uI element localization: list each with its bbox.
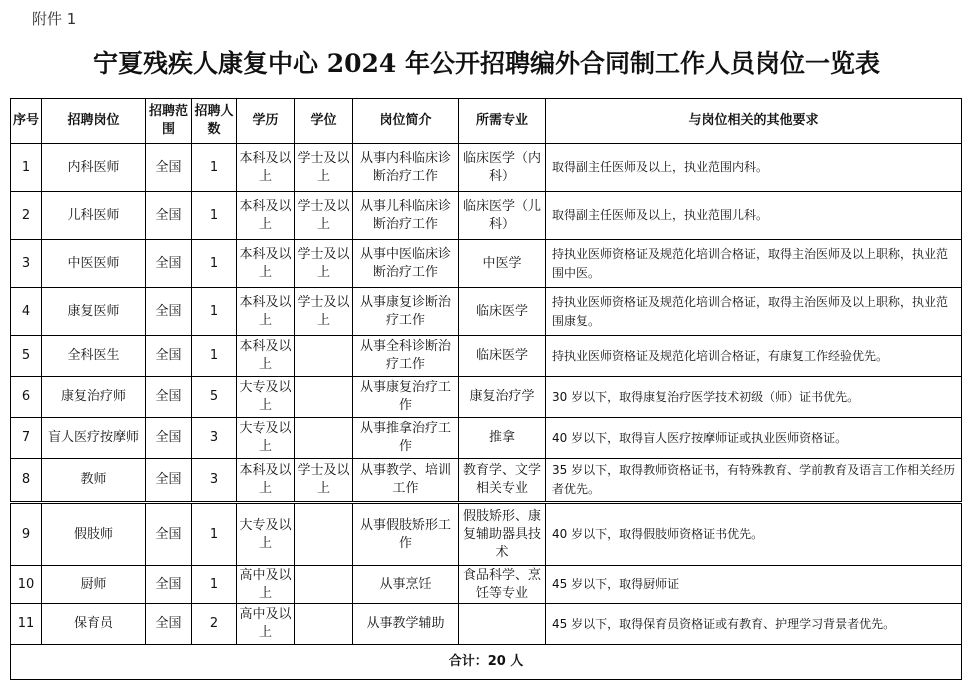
table-row (11, 459, 962, 503)
cell-degree (295, 377, 353, 418)
cell-requirements: 取得副主任医师及以上，执业范围儿科。 (546, 192, 962, 240)
col-header-no: 序号 (11, 99, 42, 144)
cell-education: 本科及以上 (237, 144, 295, 192)
cell-intro: 从事中医临床诊断治疗工作 (353, 240, 459, 288)
cell-post: 中医医师 (42, 240, 146, 288)
table-row (11, 336, 962, 377)
cell-post: 厨师 (42, 566, 146, 604)
attachment-label: 附件 1 (32, 10, 77, 28)
cell-count: 1 (192, 144, 237, 192)
cell-education: 本科及以上 (237, 459, 295, 503)
cell-post: 假肢师 (42, 503, 146, 566)
cell-intro: 从事全科诊断治疗工作 (353, 336, 459, 377)
cell-intro: 从事烹饪 (353, 566, 459, 604)
cell-scope: 全国 (146, 503, 192, 566)
cell-education: 本科及以上 (237, 288, 295, 336)
table-row (11, 418, 962, 459)
cell-degree (295, 503, 353, 566)
cell-degree: 学士及以上 (295, 192, 353, 240)
cell-post: 康复医师 (42, 288, 146, 336)
col-header-intro: 岗位简介 (353, 99, 459, 144)
cell-post: 内科医师 (42, 144, 146, 192)
col-header-requirements: 与岗位相关的其他要求 (546, 99, 962, 144)
cell-no: 7 (11, 418, 42, 459)
cell-education: 高中及以上 (237, 604, 295, 645)
cell-education: 大专及以上 (237, 377, 295, 418)
table-row (11, 192, 962, 240)
col-header-count: 招聘人数 (192, 99, 237, 144)
cell-requirements: 40 岁以下，取得假肢师资格证书优先。 (546, 503, 962, 566)
col-header-post: 招聘岗位 (42, 99, 146, 144)
table-row (11, 377, 962, 418)
cell-scope: 全国 (146, 604, 192, 645)
table-row (11, 288, 962, 336)
cell-requirements: 45 岁以下，取得厨师证 (546, 566, 962, 604)
table-row (11, 144, 962, 192)
cell-major: 临床医学（儿科） (459, 192, 546, 240)
cell-education: 大专及以上 (237, 418, 295, 459)
cell-scope: 全国 (146, 418, 192, 459)
cell-requirements: 持执业医师资格证及规范化培训合格证，取得主治医师及以上职称，执业范围中医。 (546, 240, 962, 288)
cell-requirements: 持执业医师资格证及规范化培训合格证，取得主治医师及以上职称，执业范围康复。 (546, 288, 962, 336)
cell-no: 4 (11, 288, 42, 336)
cell-count: 1 (192, 336, 237, 377)
cell-no: 6 (11, 377, 42, 418)
cell-post: 教师 (42, 459, 146, 503)
table-row (11, 503, 962, 566)
cell-major: 假肢矫形、康复辅助器具技术 (459, 503, 546, 566)
table-row (11, 566, 962, 604)
cell-degree: 学士及以上 (295, 144, 353, 192)
cell-degree (295, 604, 353, 645)
cell-requirements: 45 岁以下，取得保育员资格证或有教育、护理学习背景者优先。 (546, 604, 962, 645)
cell-no: 11 (11, 604, 42, 645)
page-title: 宁夏残疾人康复中心 2024 年公开招聘编外合同制工作人员岗位一览表 (93, 49, 880, 78)
cell-major: 康复治疗学 (459, 377, 546, 418)
table-row (11, 604, 962, 645)
cell-post: 儿科医师 (42, 192, 146, 240)
cell-scope: 全国 (146, 288, 192, 336)
cell-no: 3 (11, 240, 42, 288)
cell-scope: 全国 (146, 192, 192, 240)
col-header-scope: 招聘范围 (146, 99, 192, 144)
col-header-major: 所需专业 (459, 99, 546, 144)
cell-degree (295, 418, 353, 459)
col-header-degree: 学位 (295, 99, 353, 144)
cell-major: 教育学、文学相关专业 (459, 459, 546, 503)
cell-requirements: 35 岁以下，取得教师资格证书，有特殊教育、学前教育及语言工作相关经历者优先。 (546, 459, 962, 503)
cell-requirements: 40 岁以下，取得盲人医疗按摩师证或执业医师资格证。 (546, 418, 962, 459)
cell-major: 临床医学 (459, 336, 546, 377)
cell-intro: 从事内科临床诊断治疗工作 (353, 144, 459, 192)
cell-major: 临床医学（内科） (459, 144, 546, 192)
cell-post: 保育员 (42, 604, 146, 645)
cell-count: 3 (192, 459, 237, 503)
cell-education: 大专及以上 (237, 503, 295, 566)
cell-major: 临床医学 (459, 288, 546, 336)
col-header-education: 学历 (237, 99, 295, 144)
cell-intro: 从事儿科临床诊断治疗工作 (353, 192, 459, 240)
cell-major: 中医学 (459, 240, 546, 288)
cell-intro: 从事康复治疗工作 (353, 377, 459, 418)
cell-major: 推拿 (459, 418, 546, 459)
cell-no: 5 (11, 336, 42, 377)
cell-education: 本科及以上 (237, 336, 295, 377)
cell-count: 3 (192, 418, 237, 459)
cell-count: 1 (192, 503, 237, 566)
cell-major: 食品科学、烹饪等专业 (459, 566, 546, 604)
cell-no: 9 (11, 503, 42, 566)
cell-count: 1 (192, 192, 237, 240)
cell-degree: 学士及以上 (295, 288, 353, 336)
cell-degree: 学士及以上 (295, 240, 353, 288)
cell-requirements: 取得副主任医师及以上，执业范围内科。 (546, 144, 962, 192)
cell-intro: 从事教学辅助 (353, 604, 459, 645)
cell-education: 高中及以上 (237, 566, 295, 604)
cell-scope: 全国 (146, 336, 192, 377)
cell-no: 8 (11, 459, 42, 503)
cell-major (459, 604, 546, 645)
cell-scope: 全国 (146, 377, 192, 418)
cell-requirements: 持执业医师资格证及规范化培训合格证，有康复工作经验优先。 (546, 336, 962, 377)
total-cell: 合计：20 人 (11, 645, 962, 680)
cell-degree (295, 336, 353, 377)
cell-scope: 全国 (146, 240, 192, 288)
cell-post: 康复治疗师 (42, 377, 146, 418)
cell-intro: 从事假肢矫形工作 (353, 503, 459, 566)
cell-education: 本科及以上 (237, 192, 295, 240)
cell-scope: 全国 (146, 144, 192, 192)
cell-count: 2 (192, 604, 237, 645)
table-row (11, 240, 962, 288)
table-header-row (11, 99, 962, 144)
cell-no: 1 (11, 144, 42, 192)
cell-count: 1 (192, 566, 237, 604)
cell-intro: 从事教学、培训工作 (353, 459, 459, 503)
cell-degree: 学士及以上 (295, 459, 353, 503)
cell-requirements: 30 岁以下，取得康复治疗医学技术初级（师）证书优先。 (546, 377, 962, 418)
cell-post: 盲人医疗按摩师 (42, 418, 146, 459)
cell-degree (295, 566, 353, 604)
cell-intro: 从事康复诊断治疗工作 (353, 288, 459, 336)
cell-scope: 全国 (146, 566, 192, 604)
cell-scope: 全国 (146, 459, 192, 503)
cell-intro: 从事推拿治疗工作 (353, 418, 459, 459)
cell-count: 5 (192, 377, 237, 418)
cell-count: 1 (192, 288, 237, 336)
cell-no: 2 (11, 192, 42, 240)
total-row (11, 645, 962, 680)
cell-education: 本科及以上 (237, 240, 295, 288)
positions-table (10, 98, 962, 680)
cell-post: 全科医生 (42, 336, 146, 377)
cell-count: 1 (192, 240, 237, 288)
cell-no: 10 (11, 566, 42, 604)
